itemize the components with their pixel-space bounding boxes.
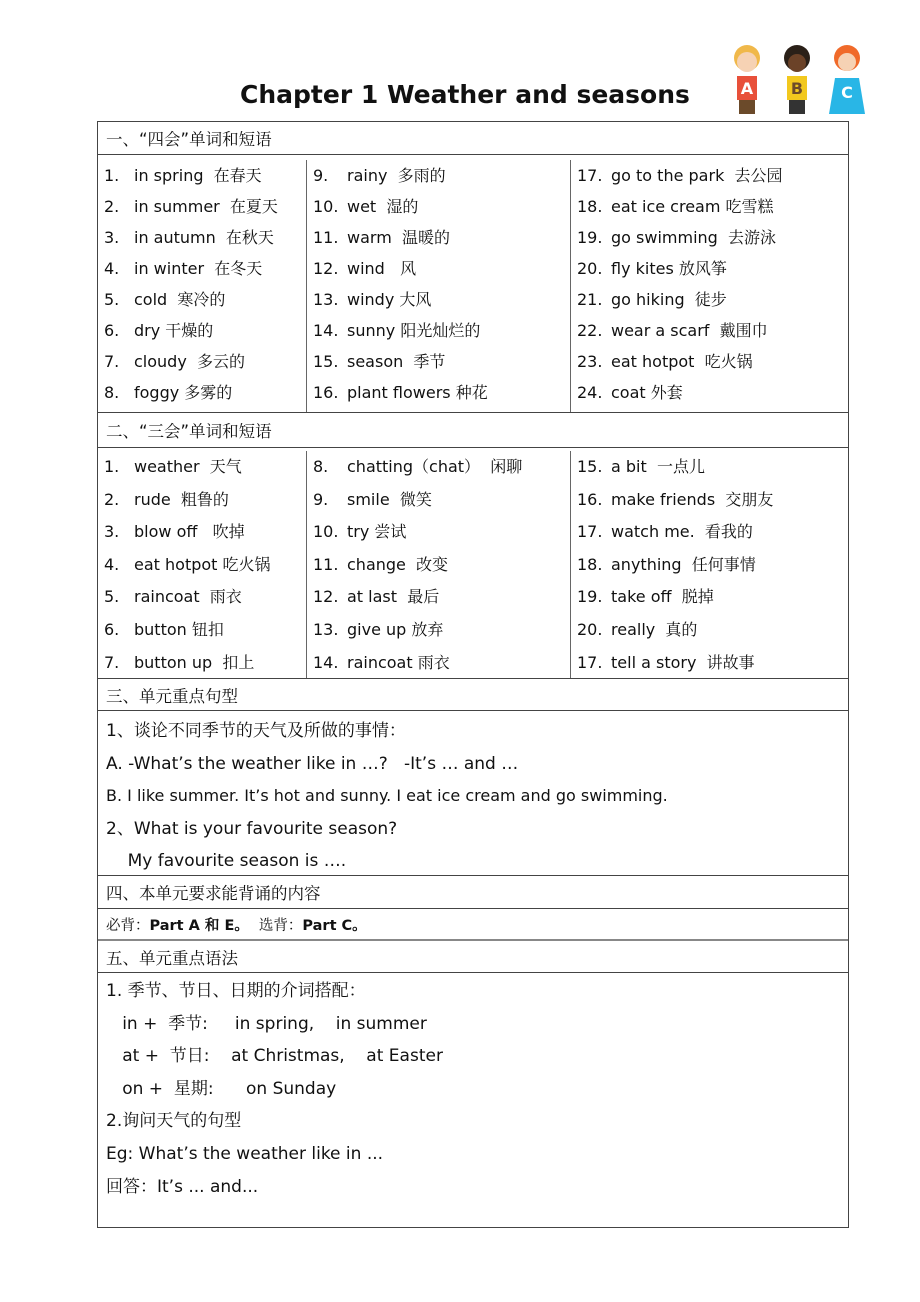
vocab-item: 14. sunny 阳光灿烂的 [313,321,481,340]
vocab-item: 10. try 尝试 [313,522,407,542]
grammar-line: Eg: What’s the weather like in ... [106,1143,384,1164]
vocab-item: 9. rainy 多雨的 [313,166,446,185]
vocab-item: 21. go hiking 徒步 [577,290,727,309]
abc-kids-illustration [722,38,872,118]
vocab-column-2 [307,160,571,412]
section4-body [98,909,848,941]
vocab-item: 13. windy 大风 [313,290,432,309]
optional-text: Part C。 [302,917,367,934]
vocab-item: 7. button up 扣上 [104,652,255,672]
vocab-column-3 [571,160,848,412]
vocab-item: 15. season 季节 [313,352,446,371]
letter-a: A [740,79,754,98]
vocab-column-3 [571,451,848,678]
vocab-item: 11. warm 温暖的 [313,228,450,247]
vocab-item: 17. go to the park 去公园 [577,166,783,185]
vocab-item: 15. a bit 一点儿 [577,457,705,476]
grammar-line: 1. 季节、节日、日期的介词搭配： [106,981,366,1001]
vocab-item: 8. foggy 多雾的 [104,383,233,402]
vocab-item: 1. in spring 在春天 [104,166,262,185]
kid-boy-dark [784,45,810,114]
optional-label: 选背： [258,917,303,934]
section5-header: 五、单元重点语法 [98,941,848,973]
sentence-line: B. I like summer. It’s hot and sunny. I eat ice cream and go swimming. [106,786,668,806]
vocab-item: 18. eat ice cream 吃雪糕 [577,197,774,216]
vocab-item: 3. blow off 吹掉 [104,522,245,542]
vocab-item: 5. cold 寒冷的 [104,290,226,309]
vocab-item: 11. change 改变 [313,554,449,574]
vocab-item: 8. chatting（chat） 闲聊 [313,457,523,476]
section2-header: 二、“三会”单词和短语 [98,413,848,448]
vocab-item: 7. cloudy 多云的 [104,352,245,371]
vocab-item: 2. rude 粗鲁的 [104,489,229,509]
vocab-item: 24. coat 外套 [577,383,683,402]
vocab-item: 13. give up 放弃 [313,619,444,639]
grammar-line: 2.询问天气的句型 [106,1111,242,1132]
section3-body [98,711,848,876]
vocab-item: 5. raincoat 雨衣 [104,587,242,607]
section5-body [98,973,848,1226]
vocab-item: 6. button 钮扣 [104,619,224,639]
vocab-item: 1. weather 天气 [104,457,242,476]
vocab-item: 17. watch me. 看我的 [577,522,753,542]
summary-table [97,121,849,1228]
section3-header: 三、单元重点句型 [98,679,848,711]
vocab-item: 3. in autumn 在秋天 [104,228,274,247]
vocab-item: 23. eat hotpot 吃火锅 [577,352,753,371]
kid-girl [829,45,865,114]
vocab-item: 4. eat hotpot 吃火锅 [104,554,271,574]
vocab-item: 20. really 真的 [577,619,698,639]
section4-header: 四、本单元要求能背诵的内容 [98,876,848,909]
vocab-item: 17. tell a story 讲故事 [577,652,755,672]
section1-vocab [98,155,848,413]
vocab-item: 16. plant flowers 种花 [313,383,488,402]
vocab-item: 16. make friends 交朋友 [577,489,774,509]
vocab-item: 6. dry 干燥的 [104,321,214,340]
grammar-line: 回答：It’s ... and... [106,1176,259,1197]
vocab-item: 19. take off 脱掉 [577,587,714,607]
letter-c: C [841,83,853,102]
vocab-item: 22. wear a scarf 戴围巾 [577,321,768,340]
vocab-item: 14. raincoat 雨衣 [313,652,450,672]
vocab-item: 10. wet 湿的 [313,197,419,216]
vocab-column-1 [98,160,307,412]
sentence-line: My favourite season is …. [106,851,347,872]
required-label: 必背： [106,917,150,934]
vocab-item: 2. in summer 在夏天 [104,197,278,216]
sentence-line: 2、What is your favourite season? [106,818,398,839]
kid-boy-blond [734,45,760,114]
vocab-item: 20. fly kites 放风筝 [577,259,727,278]
page-title: Chapter 1 Weather and seasons [240,80,690,109]
required-text: Part A 和 E。 [149,917,249,934]
vocab-item: 12. wind 风 [313,259,417,278]
grammar-line: on + 星期: on Sunday [106,1078,337,1099]
sentence-line: 1、谈论不同季节的天气及所做的事情： [106,721,406,741]
letter-b: B [790,79,804,98]
vocab-column-2 [307,451,571,678]
section2-vocab [98,448,848,679]
sentence-line: A. -What’s the weather like in …? -It’s … and … [106,753,519,774]
vocab-item: 9. smile 微笑 [313,489,432,509]
vocab-item: 4. in winter 在冬天 [104,259,263,278]
section1-header: 一、“四会”单词和短语 [98,122,848,155]
grammar-line: in + 季节: in spring, in summer [106,1013,427,1034]
vocab-item: 18. anything 任何事情 [577,554,756,574]
vocab-item: 19. go swimming 去游泳 [577,228,776,247]
vocab-column-1 [98,451,307,678]
grammar-line: at + 节日: at Christmas, at Easter [106,1046,443,1067]
vocab-item: 12. at last 最后 [313,587,440,607]
